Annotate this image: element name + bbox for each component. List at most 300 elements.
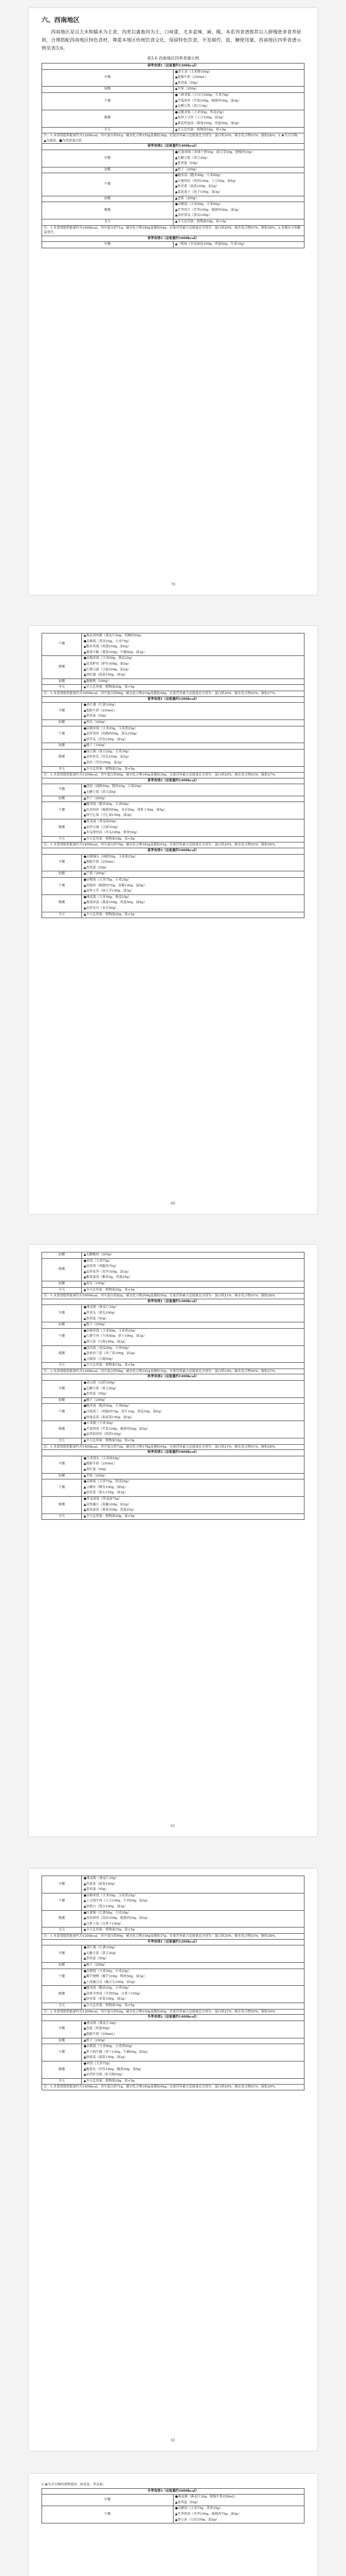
- meal-item: ▲脱脂牛奶（250mL）: [84, 2033, 117, 2037]
- meal-items: [82, 1962, 304, 1969]
- season-label: 春季食谱3（总能量约1600kcal）: [42, 236, 304, 242]
- meal-row: [42, 819, 304, 837]
- note-row: [42, 225, 304, 236]
- note-row: [42, 1293, 304, 1299]
- meal-items: [173, 110, 304, 127]
- meal-item: ▲清炒豆芽（绿豆芽100g，油3g）: [84, 889, 134, 893]
- meal-items: [173, 127, 304, 133]
- meal-label: 加餐: [42, 167, 174, 173]
- meal-label: 晚餐: [42, 1910, 82, 1928]
- meal-item: ▲拌黄瓜（黄瓜100g）: [84, 1311, 117, 1315]
- meal-label: 晚餐: [42, 2061, 82, 2079]
- page-4: [29, 1869, 317, 2451]
- meal-item: ●三鲜米饭（小白豆200g，大米70g）: [175, 93, 231, 97]
- meal-items: [82, 1421, 304, 1438]
- meal-label: 全天: [42, 1438, 82, 1445]
- meal-items: [82, 679, 304, 685]
- note-text: 注：1.本食谱提供能量约为1200kcal，其中蛋白质60g，碳水化合物160g及脂肪36g；宏量营养素占总能量比分别为：蛋白质20%，碳水化合物53%，脂肪27%。: [42, 773, 304, 778]
- meal-row: [42, 1986, 304, 2003]
- meal-item: ●糙米饭（糙米40g，大米60g）: [175, 174, 223, 178]
- meal-item: ●蒸饺（面粉50g，猪肉25g，白菜50g）: [84, 785, 144, 789]
- meal-item: ▲紫菜蛋汤（紫菜5g，鸡蛋25g）: [84, 1276, 132, 1280]
- meal-item: ▲凉拌木耳（木耳50g）: [84, 906, 118, 910]
- meal-label: 早餐: [42, 1305, 82, 1322]
- meal-item: ▲凉拌鸡丝（鸡胸肉50g，黄瓜100g）: [84, 732, 140, 736]
- meal-item: ●杂粮馒头（面粉50g，玉米面25g）: [84, 855, 138, 859]
- meal-item: ▲蒜苗炒肉（蒜苗100g，瘦猪肉25g，油3g）: [84, 1917, 150, 1921]
- meal-row: [42, 2020, 304, 2038]
- meal-items: [82, 1928, 304, 1934]
- meal-item: ▲红烧豆腐（豆腐100g，油3g）: [84, 668, 131, 672]
- meal-item: ▲凉拌黄瓜（黄瓜100g）: [175, 214, 212, 218]
- meal-item: ▲脱脂牛奶（250mL）: [175, 76, 209, 80]
- meal-label: 加餐: [42, 196, 174, 202]
- page-2: [29, 626, 317, 1214]
- meal-row: [42, 796, 304, 802]
- meal-label: 午餐: [42, 2044, 82, 2061]
- meal-label: 早餐: [42, 150, 174, 167]
- meal-row: [42, 749, 304, 766]
- page-1: [29, 8, 317, 595]
- meal-item: ▲苹果（200g）: [84, 1474, 107, 1478]
- meal-item: ●杂粮饭（大米50g，小米25g）: [84, 1969, 131, 1973]
- meal-label: 午餐: [42, 1969, 82, 1986]
- meal-item: ●杂粮米饭（大米45g，玉米渣25g）: [84, 726, 138, 730]
- meal-items: [173, 2495, 304, 2506]
- meal-row: [42, 784, 304, 796]
- meal-label: 加餐: [42, 743, 82, 750]
- meal-label: 早餐: [42, 1456, 82, 1473]
- meal-items: [173, 150, 304, 167]
- meal-item: ●米饭（大米75g）: [84, 1259, 112, 1263]
- meal-label: 午餐: [42, 1404, 82, 1421]
- meal-item: ▲煮鸡蛋（50g）: [84, 866, 108, 870]
- meal-items: [82, 2044, 304, 2061]
- meal-items: [82, 743, 304, 750]
- meal-row: [42, 726, 304, 743]
- menu-table: [42, 1252, 304, 1520]
- meal-item: ▲三明治（全麦面包100g，鸡蛋50g，生菜10g）: [175, 243, 247, 247]
- section-intro: 西南地区是以大米和糯米为主食，肉类以禽畜肉为主，口味重，尤多姜辣、麻、酸。本系列食谱推荐以人群慢患者食养原则，合理搭配西南地区特色食材，尊重本地区传统饮食文化，保留特色饮食，开发制作，盐、糖使用量。西南地区四季食谱示例见表3.6。: [42, 29, 302, 51]
- season-header-row: [42, 1939, 304, 1945]
- note-line: 2.★为全谷物的食物选择，如花卷、荞麦面。: [42, 2483, 106, 2486]
- meal-row: [42, 69, 304, 87]
- meal-row: [42, 877, 304, 894]
- meal-item: ▲黄瓜（100g）: [84, 1281, 107, 1285]
- meal-items: [82, 685, 304, 691]
- meal-items: [82, 726, 304, 743]
- meal-items: [82, 1945, 304, 1963]
- meal-item: ▲宫保鸡丁（鸡胸肉75g，花生10g，黄瓜50g，油5g）: [84, 1410, 164, 1414]
- meal-item: ▲梨子（200g）: [84, 1323, 107, 1327]
- meal-item: ●红油米线（米线干重50g，绿豆芽50g，猪瘦肉10g）: [175, 150, 255, 154]
- meal-label: 加餐: [42, 720, 82, 726]
- meal-items: [82, 1281, 304, 1287]
- note-row: [42, 1444, 304, 1450]
- meal-item: ▲红烧牛肉（牛肉50g，萝卜100g，油3g）: [84, 1334, 147, 1339]
- season-header-row: [42, 1450, 304, 1456]
- meal-label: 晚餐: [42, 819, 82, 837]
- meal-items: [173, 167, 304, 173]
- meal-row: [42, 1287, 304, 1293]
- meal-item: ▲番茄蛋汤（番茄100g，鸡蛋25g）: [84, 1508, 136, 1512]
- meal-item: ▲凉拌折耳根（折耳根50g）: [84, 2073, 125, 2077]
- meal-items: [82, 633, 304, 656]
- season-label: 冬季食谱3（总能量约1600kcal）: [42, 2488, 304, 2495]
- meal-item: ▲全天总用量：植物油15g，盐<5g: [84, 767, 135, 771]
- meal-item: ▲芒果（200g）: [84, 872, 107, 876]
- meal-item: ▲清炒藕片（莲藕100g，油3g）: [84, 1503, 131, 1507]
- meal-label: 全天: [42, 127, 174, 133]
- meal-row: [42, 196, 304, 202]
- meal-item: ▲桃子（100g）: [84, 744, 107, 748]
- meal-item: ▲全天总用量：植物油16g，盐<5g: [175, 128, 226, 132]
- menu-table: [42, 633, 304, 918]
- meal-row: [42, 720, 304, 726]
- meal-item: ●米饭（大米75g）: [84, 2062, 112, 2066]
- page-3: [29, 1245, 317, 1836]
- meal-items: [82, 1910, 304, 1928]
- meal-label: 午餐: [42, 1328, 82, 1345]
- meal-item: ▲糯米鸡翅（鸡翅100g，油5g）: [84, 645, 131, 649]
- meal-row: [42, 167, 304, 173]
- meal-item: ●蒸红薯（红薯100g）: [84, 1946, 118, 1950]
- meal-item: ▲萝卜炖牛腩（萝卜100g，牛腩50g，油3g）: [84, 2050, 150, 2054]
- meal-item: ●杂粮饭（大米75g，黑米25g）: [84, 1480, 131, 1484]
- meal-item: ▲炒豆苗（豆苗150g，油3g）: [175, 2518, 219, 2522]
- meal-label: 晚餐: [42, 110, 174, 127]
- meal-row: [42, 1381, 304, 1398]
- meal-label: 午餐: [42, 92, 174, 110]
- meal-items: [173, 69, 304, 87]
- meal-item: ▲炒青菜（油菜100g，油3g）: [175, 185, 219, 189]
- meal-item: ▲炒青菜（菜心150g，油3g）: [84, 1491, 128, 1495]
- meal-row: [42, 871, 304, 878]
- meal-item: ●玉米窝头（玉米面50g）: [84, 1456, 122, 1460]
- meal-items: [82, 766, 304, 773]
- meal-label: 晚餐: [42, 656, 82, 679]
- meal-item: ▲猕猴桃（200g）: [84, 679, 111, 683]
- meal-item: ▲柚子（200g）: [84, 1963, 107, 1967]
- meal-item: ▲无糖豆浆（黄豆20g）: [84, 1386, 118, 1390]
- meal-row: [42, 202, 304, 219]
- meal-item: ●杂粮米饭（大米50g，燕麦25g）: [84, 657, 134, 661]
- meal-row: [42, 912, 304, 918]
- note-row: [42, 1369, 304, 1374]
- meal-items: [82, 1345, 304, 1363]
- page-number: 79: [171, 583, 175, 587]
- meal-label: 加餐: [42, 1252, 82, 1259]
- meal-item: ●蒸山药（山药100g）: [84, 1381, 118, 1385]
- meal-items: [173, 219, 304, 226]
- meal-label: 加餐: [42, 1322, 82, 1329]
- meal-label: 晚餐: [42, 1986, 82, 2003]
- season-header-row: [42, 696, 304, 703]
- meal-label: 全天: [42, 912, 82, 918]
- meal-item: ▲无糖豆浆（黄豆20g）: [175, 156, 210, 160]
- meal-items: [82, 656, 304, 679]
- season-header-row: [42, 848, 304, 854]
- meal-label: 加餐: [42, 871, 82, 878]
- meal-item: ▲煮鸡蛋（50g）: [84, 1888, 108, 1892]
- meal-row: [42, 1513, 304, 1520]
- meal-item: ●糙米饭（糙米40g，大米60g）: [84, 803, 131, 807]
- meal-item: ▲番茄炒蛋（番茄100g，鸡蛋50g，油5g）: [84, 901, 147, 905]
- meal-item: ▲冬笋炒肉（冬笋100g，瘦猪肉75g，油5g）: [175, 2512, 242, 2516]
- meal-item: ▲茶叶蛋（50g）: [84, 1467, 108, 1471]
- meal-items: [82, 1456, 304, 1473]
- meal-items: [82, 1363, 304, 1369]
- meal-item: ▲回锅肉（瘦猪肉75g，青椒100g，油5g）: [84, 883, 147, 888]
- meal-items: [82, 1479, 304, 1497]
- meal-label: 加餐: [42, 87, 174, 93]
- meal-items: [82, 720, 304, 726]
- meal-label: 早餐: [42, 242, 174, 248]
- meal-item: ▲豆瓣鱼（鲤鱼100g，油5g）: [84, 1485, 128, 1489]
- meal-label: 早餐: [42, 1381, 82, 1398]
- meal-item: ●燕麦粥（燕麦片30g，脱脂牛奶250mL）: [175, 2495, 238, 2499]
- meal-items: [173, 173, 304, 196]
- meal-item: ●糙米饭（糙米40g，大米60g）: [84, 1404, 131, 1408]
- meal-items: [82, 784, 304, 796]
- meal-items: [82, 1438, 304, 1445]
- meal-item: ▲煮鸡蛋（50g）: [175, 2500, 200, 2504]
- meal-items: [82, 1986, 304, 2003]
- meal-item: ●杂粮饭（小米40g，大米60g）: [175, 203, 223, 207]
- meal-item: ▲清蒸鸡（鸡腿肉75g）: [84, 1265, 118, 1269]
- meal-label: 早餐: [42, 2020, 82, 2038]
- meal-item: ▲蒜泥茄子（茄子100g，油3g）: [175, 191, 223, 195]
- meal-item: ▲脱脂牛奶（250mL）: [84, 1462, 117, 1466]
- meal-items: [82, 802, 304, 819]
- season-label: 秋季食谱2（总能量约1400kcal）: [42, 1374, 304, 1381]
- menu-table: [42, 1876, 304, 2090]
- meal-row: [42, 1404, 304, 1421]
- meal-label: 加餐: [42, 679, 82, 685]
- meal-label: 全天: [42, 2078, 82, 2085]
- meal-row: [42, 703, 304, 720]
- meal-item: ▲竹笋肉片（竹笋100g，瘦猪肉50g，油3g）: [175, 208, 242, 212]
- meal-row: [42, 1876, 304, 1893]
- meal-item: ▲魔芋烧鸭（魔芋100g，鸭肉50g，油3g）: [84, 1975, 147, 1979]
- meal-items: [82, 749, 304, 766]
- meal-label: 晚餐: [42, 1421, 82, 1438]
- meal-label: 晚餐: [42, 1258, 82, 1281]
- meal-item: ▲炒青菜（青菜100g，油3g）: [84, 1997, 128, 2001]
- meal-row: [42, 854, 304, 871]
- season-label: 冬季食谱2（总能量约1400kcal）: [42, 2015, 304, 2021]
- meal-item: ▲苹果（200g）: [175, 87, 199, 91]
- meal-label: 全天: [42, 1287, 82, 1293]
- meal-items: [82, 912, 304, 918]
- note-text: 注：1.本食谱提供能量约为1400kcal，其中蛋白质70g，碳水化合物182g及脂肪43g；宏量营养素占总能量比分别为：蛋白质20%，碳水化合物52%，脂肪28%。: [42, 842, 304, 848]
- meal-label: 午餐: [42, 2506, 174, 2523]
- note-text: 注：1.本食谱提供能量约为1400kcal，其中蛋白质71g，碳水化合物180g及脂肪45g；宏量营养素占总能量比分别为：蛋白质20%，碳水化合物51%，脂肪29%。: [42, 2085, 304, 2090]
- meal-item: ▲芹菜炒肉（芹菜100g，瘦猪肉50g，油3g）: [84, 1427, 150, 1431]
- meal-row: [42, 1252, 304, 1259]
- meal-label: 加餐: [42, 1962, 82, 1969]
- meal-label: 晚餐: [42, 202, 174, 219]
- meal-row: [42, 87, 304, 93]
- meal-item: ●蒸玉米（玉米棒100g）: [175, 70, 212, 74]
- meal-item: ▲全天总用量：植物油18g，盐<5g: [175, 220, 226, 224]
- season-label: 秋季食谱1（总能量约1200kcal）: [42, 1299, 304, 1305]
- meal-item: ▲红烧鸡块（鸡肉100g，土豆50g，油5g）: [175, 179, 238, 183]
- section-heading: 六、西南地区: [42, 16, 80, 24]
- meal-item: ▲炒白菜（白菜100g，油3g）: [84, 1340, 128, 1344]
- season-label: 夏季食谱3（总能量约1600kcal）: [42, 848, 304, 854]
- season-header-row: [42, 236, 304, 242]
- meal-item: ▲炒莲白（莲白100g，油3g）: [84, 1904, 128, 1908]
- meal-items: [82, 1876, 304, 1893]
- meal-label: 午餐: [42, 633, 82, 656]
- meal-item: ▲炝炒土豆丝（土豆100g，油3g）: [175, 116, 225, 120]
- menu-table: [42, 63, 304, 248]
- meal-item: ▲凉拌莴笋（莴笋100g，油3g）: [84, 1270, 131, 1274]
- meal-items: [173, 2506, 304, 2523]
- meal-item: ▲全天总用量：植物油20g，盐<5g: [84, 685, 135, 689]
- meal-items: [82, 1969, 304, 1986]
- meal-label: 加餐: [42, 2038, 82, 2044]
- meal-item: ●糙米饭（糙米25g，大米50g）: [84, 1986, 131, 1990]
- meal-row: [42, 679, 304, 685]
- meal-item: ▲全天总用量：植物油20g，盐<5g: [84, 1288, 135, 1292]
- meal-item: ▲煮鸡蛋（50g）: [84, 1317, 108, 1321]
- season-label: 秋季食谱3（总能量约1600kcal）: [42, 1450, 304, 1456]
- meal-item: ▲白萝卜汤（白萝卜100g）: [84, 1922, 123, 1926]
- meal-row: [42, 2078, 304, 2085]
- meal-item: ●南瓜饭（南瓜50g，大米50g）: [84, 1346, 131, 1350]
- meal-item: ▲全天总用量：植物油20g，盐<5g: [84, 1514, 135, 1518]
- page-number: 82: [171, 2439, 175, 2443]
- meal-item: ▲煮鸡蛋（50g）: [84, 1392, 108, 1396]
- meal-items: [82, 1328, 304, 1345]
- meal-row: [42, 1397, 304, 1404]
- meal-row: [42, 685, 304, 691]
- meal-items: [82, 2038, 304, 2044]
- meal-item: ●杂粮饭（大米75g，小米25g）: [84, 878, 131, 882]
- meal-item: ▲煮鸡蛋（50g）: [84, 714, 108, 718]
- meal-item: ▲煮鸡蛋（50g）: [84, 1957, 108, 1961]
- note-text: 注：1.本食谱提供能量约为1200kcal，其中蛋白质62g，碳水化合物150g及脂肪40g；宏量营养素占总能量比分别为：蛋白质21%，碳水化合物50%，脂肪30%。: [42, 2009, 304, 2015]
- season-header-row: [42, 2488, 304, 2495]
- meal-items: [82, 1305, 304, 1322]
- meal-label: 加餐: [42, 1473, 82, 1479]
- meal-label: 早餐: [42, 1945, 82, 1963]
- meal-item: ▲香蕉（200g）: [175, 196, 199, 200]
- meal-label: 早餐: [42, 1876, 82, 1893]
- season-label: 冬季食谱1（总能量约1200kcal）: [42, 1939, 304, 1945]
- table-caption: 表3.6 西南地区四季食谱示例: [146, 56, 200, 61]
- meal-item: ●杂粮米饭（大米50g，荞麦25g）: [175, 110, 226, 114]
- season-header-row: [42, 144, 304, 150]
- meal-item: ●小米粥（小米30g）: [84, 1422, 115, 1426]
- meal-item: ▲煮鸡蛋（50g）: [175, 162, 200, 166]
- meal-item: ●杂粮饭（大米60g，玉米渣40g）: [84, 2045, 134, 2049]
- meal-label: 午餐: [42, 802, 82, 819]
- season-label: 夏季食谱2（总能量约1400kcal）: [42, 778, 304, 784]
- season-header-row: [42, 2015, 304, 2021]
- meal-row: [42, 1345, 304, 1363]
- meal-item: ▲炒菠菜（菠菜150g，油3g）: [84, 2056, 128, 2060]
- meal-label: 全天: [42, 1363, 82, 1369]
- meal-items: [82, 1893, 304, 1910]
- meal-item: ▲凉拌海带丝（海带100g）: [84, 1433, 123, 1437]
- meal-items: [82, 871, 304, 878]
- meal-row: [42, 92, 304, 110]
- meal-item: ▲无糖豆浆（黄豆20g）: [84, 791, 118, 795]
- meal-row: [42, 656, 304, 679]
- meal-row: [42, 836, 304, 842]
- meal-row: [42, 1281, 304, 1287]
- page-number: 80: [171, 1202, 175, 1206]
- meal-item: ▲鱼香肉丝（瘦猪肉50g，木耳50g，胡萝卜50g，油5g）: [84, 808, 167, 812]
- meal-label: 加餐: [42, 1281, 82, 1287]
- meal-row: [42, 1328, 304, 1345]
- season-label: 春季食谱1（总能量约1200kcal）: [42, 64, 304, 70]
- meal-items: [82, 1496, 304, 1513]
- meal-items: [173, 87, 304, 93]
- meal-row: [42, 2495, 304, 2506]
- meal-row: [42, 1363, 304, 1369]
- meal-row: [42, 1438, 304, 1445]
- meal-item: ▲土豆炖牛肉（土豆100g，牛肉50g，油3g）: [84, 1899, 150, 1903]
- meal-items: [82, 2020, 304, 2038]
- note-text: 注：1.本食谱提供能量约为1200kcal，其中蛋白质60g，碳水化合物158g及脂肪37g；宏量营养素占总能量比分别为：蛋白质20%，碳水化合物53%，脂肪28%。: [42, 1933, 304, 1939]
- meal-item: ●荞麦面（荞麦面50g）: [84, 820, 119, 823]
- meal-row: [42, 110, 304, 127]
- meal-label: 全天: [42, 685, 82, 691]
- meal-item: ▲蒸鱼（草鱼100g，油3g）: [84, 761, 125, 765]
- meal-item: ▲酸菜鱼（草鱼100g，酸菜50g，油5g）: [84, 2067, 144, 2071]
- meal-item: ▲芹菜肉丝（芹菜100g，瘦猪肉50g，油3g）: [175, 99, 242, 103]
- meal-item: ▲燕麦鸡肉粥（燕麦片50g，鸡胸肉50g）: [84, 634, 144, 638]
- meal-label: 晚餐: [42, 1496, 82, 1513]
- meal-item: ●燕麦粥（燕麦片30g）: [84, 1306, 119, 1310]
- season-header-row: [42, 1299, 304, 1305]
- meal-item: ▲全天总用量：植物油20g，盐<5g: [84, 912, 135, 916]
- meal-label: 全天: [42, 836, 82, 842]
- season-header-row: [42, 778, 304, 784]
- meal-items: [82, 836, 304, 842]
- meal-row: [42, 743, 304, 750]
- meal-item: ●绿豆粥（绿豆20g，大米30g）: [84, 750, 131, 754]
- meal-item: ▲炒空心菜（空心菜150g，油3g）: [84, 814, 134, 818]
- meal-item: ▲炒时蔬（菠菜150g，油3g）: [84, 673, 128, 677]
- meal-items: [173, 242, 304, 248]
- meal-items: [82, 1258, 304, 1281]
- meal-row: [42, 150, 304, 167]
- meal-items: [82, 2003, 304, 2010]
- meal-row: [42, 2061, 304, 2079]
- meal-label: 晚餐: [42, 749, 82, 766]
- meal-row: [42, 219, 304, 226]
- meal-items: [82, 877, 304, 894]
- meal-item: ▲西瓜（200g）: [84, 720, 107, 724]
- meal-label: 早餐: [42, 703, 82, 720]
- meal-item: ▲橙子（200g）: [84, 2038, 107, 2042]
- meal-items: [82, 1397, 304, 1404]
- meal-items: [82, 1252, 304, 1259]
- meal-items: [82, 854, 304, 871]
- meal-item: ▲清炒西兰花（西兰花100g，油3g）: [84, 1352, 137, 1356]
- meal-item: ▲脱脂牛奶（250mL）: [84, 860, 117, 864]
- meal-row: [42, 1893, 304, 1910]
- meal-items: [173, 196, 304, 202]
- page-5: [29, 2474, 317, 2576]
- meal-items: [82, 894, 304, 912]
- meal-row: [42, 2506, 304, 2523]
